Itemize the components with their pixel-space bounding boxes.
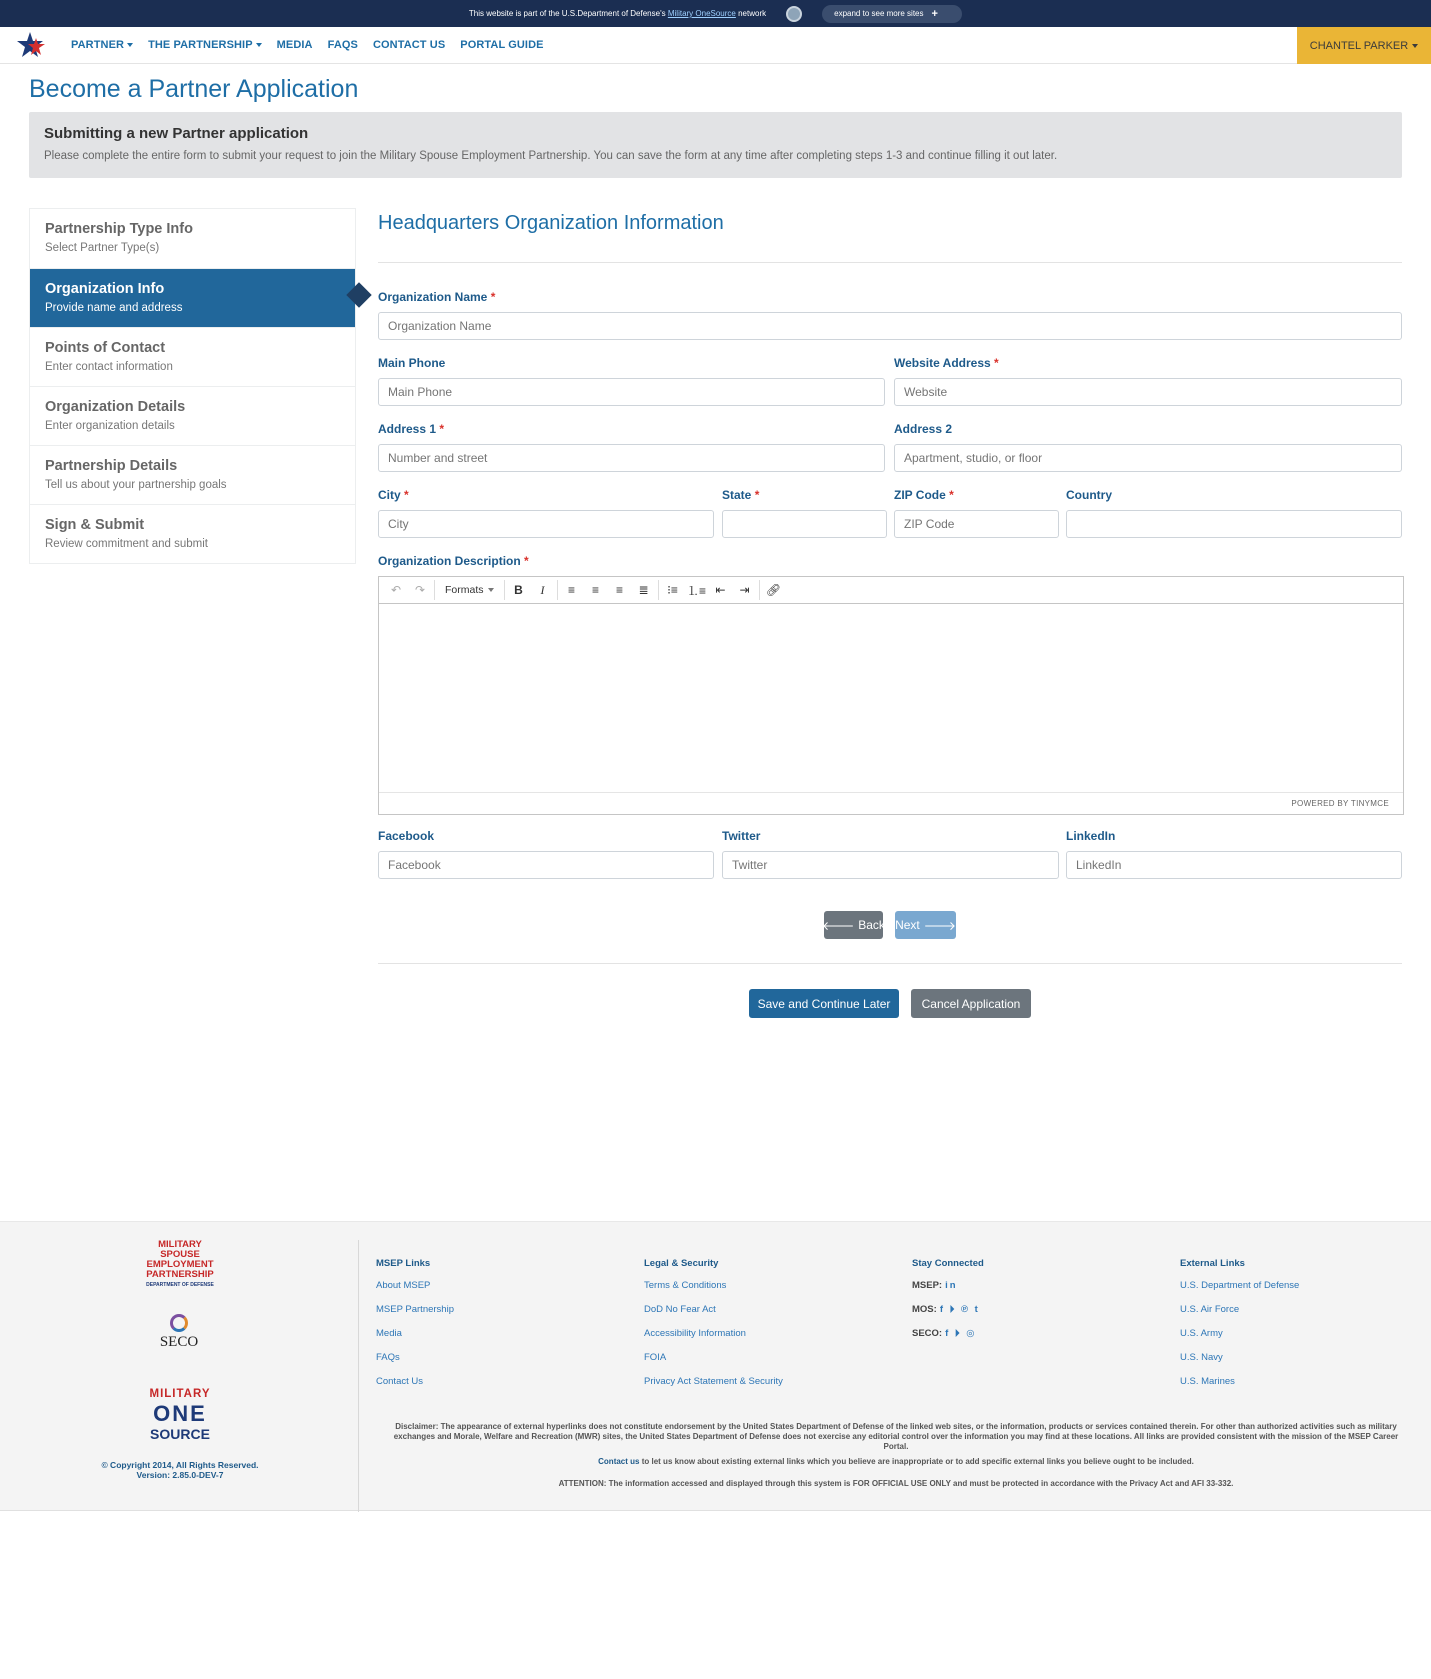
step-organization-info[interactable]: Organization Info Provide name and address bbox=[30, 268, 355, 327]
toolbar-divider bbox=[759, 580, 760, 600]
military-onesource-logo[interactable]: MILITARY ONE SOURCE bbox=[149, 1388, 211, 1442]
footer-link[interactable]: FAQs bbox=[376, 1352, 400, 1363]
msep-social: MSEP: in bbox=[912, 1280, 958, 1291]
footer-link[interactable]: U.S. Navy bbox=[1180, 1352, 1223, 1363]
toolbar-divider bbox=[557, 580, 558, 600]
dod-network-banner bbox=[0, 0, 1431, 27]
form-heading: Headquarters Organization Information bbox=[378, 212, 724, 234]
align-justify-icon[interactable]: ≣ bbox=[638, 583, 649, 597]
plus-icon: + bbox=[931, 7, 938, 20]
description-rich-editor bbox=[378, 576, 1404, 815]
dod-seal-icon bbox=[786, 6, 802, 22]
facebook-input[interactable] bbox=[378, 851, 714, 879]
copyright: © Copyright 2014, All Rights Reserved. Version: 2.85.0-DEV-7 bbox=[101, 1460, 259, 1480]
intro-panel bbox=[29, 112, 1402, 178]
website-label: Website Address * bbox=[894, 356, 999, 370]
align-right-icon[interactable]: ≡ bbox=[616, 583, 624, 597]
footer-col-stay-connected: Stay Connected MSEP: in MOS: f ⏵ ℗ t SECO: f ⏵ ◎ bbox=[912, 1258, 984, 1339]
social-icons[interactable]: f ⏵ ℗ t bbox=[939, 1304, 980, 1315]
website-input[interactable] bbox=[894, 378, 1402, 406]
numbered-list-icon[interactable]: ⒈≡ bbox=[687, 583, 707, 598]
city-input[interactable] bbox=[378, 510, 714, 538]
mos-social: MOS: f ⏵ ℗ t bbox=[912, 1304, 980, 1315]
tinymce-credit[interactable]: POWERED BY TINYMCE bbox=[1291, 799, 1389, 808]
next-button[interactable]: Next 🡒 bbox=[895, 911, 956, 939]
contact-us-link[interactable]: Contact us bbox=[598, 1457, 640, 1466]
main-phone-input[interactable] bbox=[378, 378, 885, 406]
description-label: Organization Description * bbox=[378, 554, 529, 568]
footer-link[interactable]: FOIA bbox=[644, 1352, 667, 1363]
bullet-list-icon[interactable]: ⁝≡ bbox=[667, 583, 678, 597]
social-icons[interactable]: f ⏵ ◎ bbox=[945, 1328, 977, 1339]
arrow-right-icon: 🡒 bbox=[923, 918, 956, 933]
intro-title: Submitting a new Partner application bbox=[44, 125, 309, 142]
step-partnership-type[interactable]: Partnership Type Info Select Partner Type(s) bbox=[45, 221, 193, 254]
footer-link[interactable]: U.S. Army bbox=[1180, 1328, 1223, 1339]
footer-col-external: External Links U.S. Department of Defense U.S. Air Force U.S. Army U.S. Navy U.S. Marines bbox=[1180, 1258, 1300, 1387]
cancel-application-button[interactable]: Cancel Application bbox=[911, 989, 1031, 1018]
country-select[interactable] bbox=[1066, 510, 1402, 538]
seco-logo[interactable]: SECO bbox=[152, 1314, 206, 1351]
address1-input[interactable] bbox=[378, 444, 885, 472]
chevron-down-icon bbox=[488, 588, 494, 592]
back-button[interactable]: 🡐 Back bbox=[824, 911, 883, 939]
facebook-label: Facebook bbox=[378, 829, 435, 843]
org-name-label: Organization Name * bbox=[378, 290, 496, 304]
footer-col-msep-links: MSEP Links About MSEP MSEP Partnership Media FAQs Contact Us bbox=[376, 1258, 454, 1387]
outdent-icon[interactable]: ⇤ bbox=[715, 583, 726, 597]
footer-col-legal: Legal & Security Terms & Conditions DoD No Fear Act Accessibility Information FOIA Privacy Act Statement & Security bbox=[644, 1258, 783, 1387]
step-sign-submit[interactable]: Sign & Submit Review commitment and submit bbox=[30, 504, 355, 563]
footer-link[interactable]: MSEP Partnership bbox=[376, 1304, 454, 1315]
undo-icon[interactable]: ↶ bbox=[390, 583, 402, 597]
indent-icon[interactable]: ⇥ bbox=[739, 583, 750, 597]
org-name-input[interactable] bbox=[378, 312, 1402, 340]
chevron-down-icon bbox=[1412, 44, 1418, 48]
redo-icon[interactable]: ↷ bbox=[414, 583, 426, 597]
italic-icon[interactable]: I bbox=[540, 582, 545, 597]
footer-link[interactable]: Contact Us bbox=[376, 1376, 423, 1387]
editor-footer bbox=[379, 792, 1403, 814]
country-label: Country bbox=[1066, 488, 1112, 502]
bold-icon[interactable]: B bbox=[514, 583, 523, 597]
footer-link[interactable]: DoD No Fear Act bbox=[644, 1304, 716, 1315]
disclaimer: Disclaimer: The appearance of external hyperlinks does not constitute endorsement by the United States Department of Defense of the linked web sites, or the information, products or services contained therein. For other than authorized activities such as military exchanges and Morale, Welfare and Recreation (MWR) sites, the United States Department of Defense does not exercise any editorial control over the information you may find at these locations. All links are provided consistent with the mission of the MSEP Career Portal. Contact us to let us know about existing external links which you believe are inappropriate or to add specific external links you believe ought to be included. ATTENTION: The information accessed and displayed through this system is FOR OFFICIAL USE ONLY and must be protected in accordance with the Privacy Act and AFI 33-332. bbox=[393, 1422, 1399, 1488]
divider bbox=[378, 963, 1402, 964]
nav-contact-us[interactable]: CONTACT US bbox=[372, 39, 446, 51]
chevron-down-icon bbox=[127, 43, 133, 47]
twitter-input[interactable] bbox=[722, 851, 1059, 879]
step-partnership-details[interactable]: Partnership Details Tell us about your partnership goals bbox=[30, 445, 355, 504]
align-left-icon[interactable]: ≡ bbox=[568, 583, 576, 597]
intro-text: Please complete the entire form to submit your request to join the Military Spouse Employment Partnership. You can save the form at any time after completing steps 1-3 and continue filling it out later. bbox=[44, 150, 1058, 162]
address2-label: Address 2 bbox=[894, 422, 953, 436]
state-select[interactable] bbox=[722, 510, 887, 538]
divider bbox=[378, 262, 1402, 263]
editor-toolbar bbox=[379, 577, 1403, 604]
expand-sites-button[interactable]: expand to see more sites + bbox=[822, 5, 962, 23]
zip-label: ZIP Code * bbox=[894, 488, 954, 502]
chevron-down-icon bbox=[256, 43, 262, 47]
state-label: State * bbox=[722, 488, 760, 502]
address1-label: Address 1 * bbox=[378, 422, 445, 436]
user-menu-button[interactable]: CHANTEL PARKER bbox=[1297, 27, 1431, 64]
footer-link[interactable]: Accessibility Information bbox=[644, 1328, 746, 1339]
nav-faqs[interactable]: FAQS bbox=[327, 39, 358, 51]
nav-partner[interactable]: PARTNER bbox=[71, 39, 133, 51]
toolbar-divider bbox=[658, 580, 659, 600]
save-continue-later-button[interactable]: Save and Continue Later bbox=[749, 989, 899, 1018]
nav-portal-guide[interactable]: PORTAL GUIDE bbox=[460, 39, 544, 51]
step-points-of-contact[interactable]: Points of Contact Enter contact information bbox=[30, 327, 355, 386]
wizard-steps bbox=[29, 208, 356, 564]
banner-text: This website is part of the U.S.Department of Defense's Military OneSource network bbox=[468, 9, 767, 18]
org-info-form bbox=[378, 208, 1402, 1011]
main-phone-label: Main Phone bbox=[378, 356, 446, 370]
msep-star-logo[interactable] bbox=[17, 30, 47, 60]
toolbar-divider bbox=[434, 580, 435, 600]
toolbar-divider bbox=[504, 580, 505, 600]
site-footer bbox=[0, 1221, 1431, 1511]
step-organization-details[interactable]: Organization Details Enter organization details bbox=[30, 386, 355, 445]
footer-link[interactable]: Terms & Conditions bbox=[644, 1280, 727, 1291]
city-label: City * bbox=[378, 488, 409, 502]
twitter-label: Twitter bbox=[722, 829, 761, 843]
editor-content-area[interactable] bbox=[379, 604, 1403, 792]
formats-dropdown[interactable]: Formats bbox=[437, 584, 502, 596]
linkedin-label: LinkedIn bbox=[1066, 829, 1116, 843]
footer-link[interactable]: Privacy Act Statement & Security bbox=[644, 1376, 783, 1387]
linkedin-input[interactable] bbox=[1066, 851, 1402, 879]
zip-input[interactable] bbox=[894, 510, 1059, 538]
nav-media[interactable]: MEDIA bbox=[276, 39, 313, 51]
main-navbar bbox=[0, 27, 1431, 64]
footer-link[interactable]: About MSEP bbox=[376, 1280, 431, 1291]
military-onesource-link[interactable]: Military OneSource bbox=[667, 9, 736, 18]
address2-input[interactable] bbox=[894, 444, 1402, 472]
nav-the-partnership[interactable]: THE PARTNERSHIP bbox=[148, 39, 262, 51]
linkedin-icon[interactable]: in bbox=[945, 1280, 958, 1291]
page-title: Become a Partner Application bbox=[29, 75, 359, 103]
msep-logo[interactable]: MILITARY SPOUSE EMPLOYMENT PARTNERSHIP DEPARTMENT OF DEFENSE bbox=[146, 1239, 214, 1288]
footer-link[interactable]: U.S. Department of Defense bbox=[1180, 1280, 1300, 1291]
footer-link[interactable]: Media bbox=[376, 1328, 402, 1339]
link-icon[interactable]: 🔗︎ bbox=[765, 583, 782, 597]
arrow-left-icon: 🡐 bbox=[822, 918, 855, 933]
seco-social: SECO: f ⏵ ◎ bbox=[912, 1328, 977, 1339]
seco-swirl-icon bbox=[170, 1314, 188, 1332]
align-center-icon[interactable]: ≡ bbox=[592, 583, 600, 597]
footer-divider bbox=[358, 1240, 359, 1512]
footer-link[interactable]: U.S. Marines bbox=[1180, 1376, 1235, 1387]
footer-link[interactable]: U.S. Air Force bbox=[1180, 1304, 1240, 1315]
